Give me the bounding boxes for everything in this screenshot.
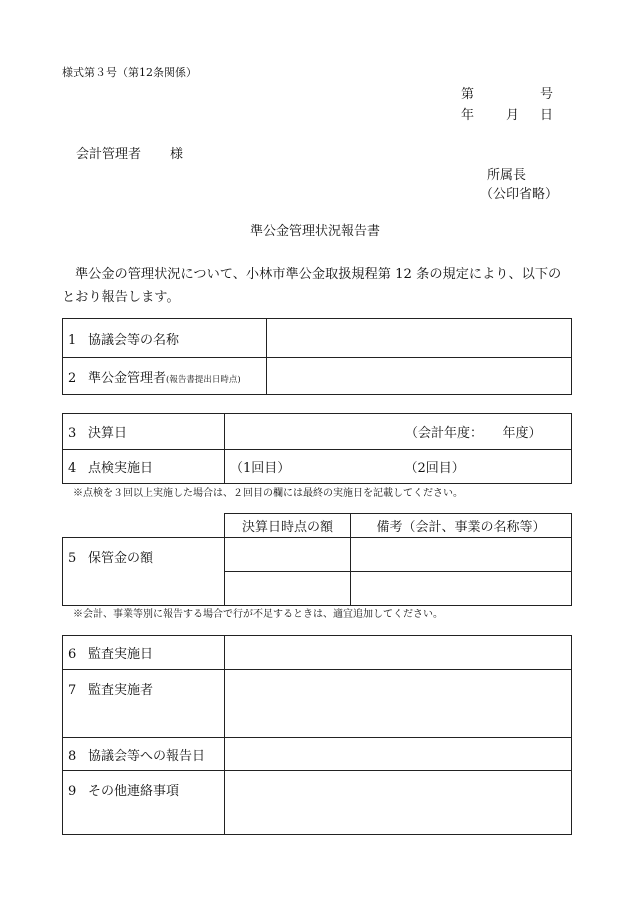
row-number: 6 (68, 647, 77, 662)
remarks-field-2[interactable] (351, 572, 572, 606)
amount-column-header: 決算日時点の額 (225, 514, 351, 538)
row9-label-cell (63, 771, 225, 835)
row-label: 点検実施日 (88, 461, 154, 476)
row-label: 監査実施日 (88, 647, 154, 662)
row-number: 4 (68, 461, 77, 476)
table-audit (62, 635, 572, 835)
row-label: 決算日 (88, 426, 128, 441)
table-organization (62, 318, 572, 395)
fiscal-year-label: （会計年度： 年度） (405, 426, 542, 441)
table-dates (62, 413, 572, 484)
row-label-note: (報告書提出日時点) (166, 374, 241, 385)
row3-label-cell (63, 414, 225, 450)
row-label: 監査実施者 (88, 683, 154, 698)
table-header-row (63, 514, 572, 538)
second-inspection-label: （2回目） (404, 461, 465, 476)
table-row (63, 319, 572, 358)
form-number: 様式第３号（第12条関係） (62, 66, 197, 79)
sender-title: 所属長 (487, 168, 527, 183)
table-row (63, 358, 572, 395)
remarks-field-1[interactable] (351, 538, 572, 572)
date-year-label: 年 (461, 108, 475, 123)
row-number: 9 (68, 784, 77, 799)
row-label: 協議会等の名称 (88, 332, 180, 348)
row6-label-cell (63, 636, 225, 670)
row-label: 協議会等への報告日 (88, 748, 206, 764)
addressee-name: 会計管理者 (76, 147, 142, 162)
other-notes-field[interactable] (225, 771, 572, 835)
addressee-honorific: 様 (170, 147, 184, 162)
audit-date-field[interactable] (225, 636, 572, 670)
blank-header-cell (63, 514, 225, 538)
table-row (63, 670, 572, 738)
table-row (63, 450, 572, 484)
amount-field-2[interactable] (225, 572, 351, 606)
inspection-date-1-field[interactable] (225, 450, 400, 484)
report-date-field[interactable] (225, 738, 572, 771)
date-month-label: 月 (506, 108, 520, 123)
funds-note: ※会計、事業等別に報告する場合で行が不足するときは、適宜追加してください。 (73, 609, 443, 620)
row-label: 準公金管理者 (88, 370, 167, 386)
body-paragraph: 準公金の管理状況について、小林市準公金取扱規程第 12 条の規定により、以下のとおり報告します。 (62, 267, 562, 305)
manager-name-field[interactable] (267, 358, 572, 395)
table-row (63, 538, 572, 572)
row4-label-cell (63, 450, 225, 484)
row-label: その他連絡事項 (88, 784, 180, 799)
org-name-field[interactable] (267, 319, 572, 358)
row-number: 3 (68, 426, 77, 441)
table-row (63, 636, 572, 670)
settlement-date-field[interactable] (225, 414, 572, 450)
document-title: 準公金管理状況報告書 (249, 224, 380, 239)
remarks-column-header: 備考（会計、事業の名称等） (351, 514, 572, 538)
first-inspection-label: （1回目） (230, 461, 291, 476)
table-row (63, 771, 572, 835)
table-funds (62, 513, 572, 606)
inspection-date-2-field[interactable] (400, 450, 572, 484)
row-number: 5 (68, 551, 77, 566)
row2-label-cell (63, 358, 267, 395)
row-number: 1 (68, 332, 77, 348)
row8-label-cell (63, 738, 225, 771)
row-label: 保管金の額 (88, 551, 154, 566)
date-day-label: 日 (540, 108, 554, 123)
row7-label-cell (63, 670, 225, 738)
table-row (63, 738, 572, 771)
inspection-note: ※点検を３回以上実施した場合は、２回目の欄には最終の実施日を記載してください。 (73, 488, 463, 499)
row-number: 2 (68, 370, 77, 386)
row5-label-cell (63, 538, 225, 606)
row1-label-cell (63, 319, 267, 358)
doc-number-suffix: 号 (540, 87, 554, 102)
auditor-field[interactable] (225, 670, 572, 738)
table-row (63, 414, 572, 450)
amount-field-1[interactable] (225, 538, 351, 572)
doc-number-prefix: 第 (461, 87, 475, 102)
row-number: 8 (68, 748, 77, 764)
row-number: 7 (68, 683, 77, 698)
seal-note: （公印省略） (480, 187, 559, 202)
